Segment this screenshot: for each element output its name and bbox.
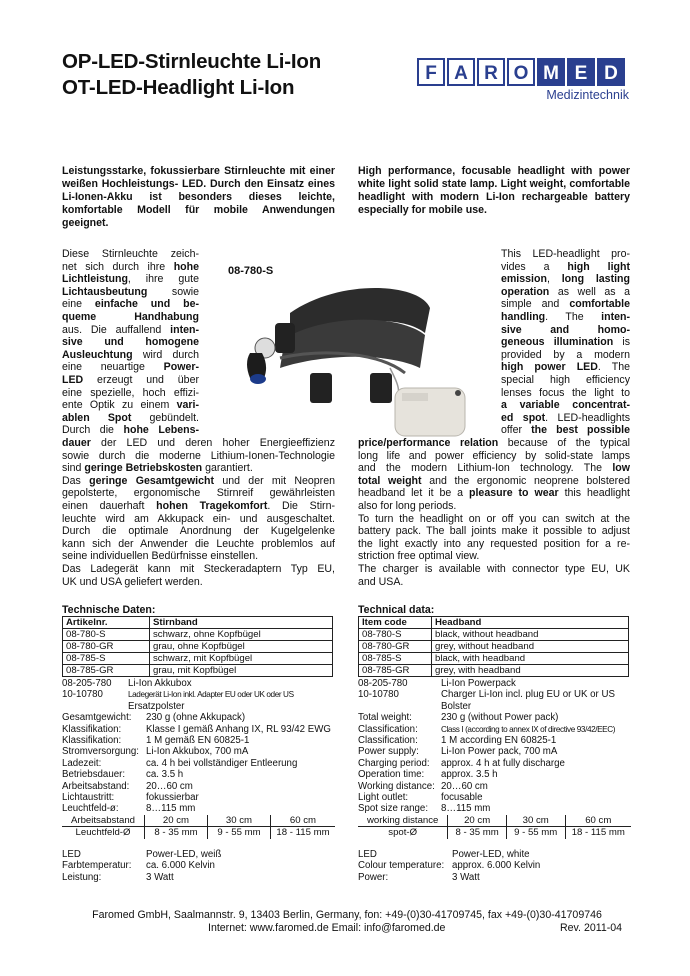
th-stirnband: Stirnband	[150, 617, 333, 629]
spec-label: Colour temperature:	[358, 860, 445, 872]
spec-label: Power:	[358, 871, 389, 883]
field-60: 18 - 115 mm	[565, 827, 632, 839]
spec-row	[62, 758, 335, 769]
spec-row	[62, 792, 335, 803]
spec-label: Classification:	[358, 723, 418, 735]
spec-label: Working distance:	[358, 780, 435, 792]
dist-30: 30 cm	[207, 815, 270, 826]
spec-row	[62, 781, 335, 792]
spec-label: Charging period:	[358, 757, 430, 769]
text-line: operation as well as a	[501, 285, 630, 298]
spec-value: approx. 4 h at fully discharge	[441, 757, 565, 769]
bottom-specs-en	[358, 849, 631, 883]
text-line: The charger is available with connector type EU, UK	[358, 562, 630, 575]
text-line: the light exactly into any requested position for a re-	[358, 537, 630, 550]
text-line: Lichtleistung, ihre gute	[62, 273, 199, 286]
text-line: To turn the headlight on or off you can switch at the	[358, 512, 630, 525]
spec-row	[358, 724, 631, 735]
table-row	[359, 665, 629, 677]
intro-german: Leistungsstarke, fokussierbare Stirnleuchte mit einer weißen Hochleistungs- LED. Durch den Einsatz eines Li-Ionen-Akku ist besonders dieses leichte, komfortable Modell für mobile Anwendungen geeignet.	[62, 165, 335, 229]
footer-contact: Internet: www.faromed.de Email: info@faromed.de	[208, 922, 446, 934]
table-row	[359, 641, 629, 653]
text-line: vides a high light	[501, 260, 630, 273]
spec-label: Light outlet:	[358, 792, 409, 804]
photo-label: 08-780-S	[228, 265, 274, 277]
cell: 08-780-S	[63, 629, 150, 641]
title-english: OT-LED-Headlight Li-Ion	[62, 76, 295, 99]
spec-row	[358, 803, 631, 814]
spec-value: 1 M according EN 60825-1	[441, 735, 557, 747]
text-line: handling. The inten-	[501, 310, 630, 323]
spec-value: 20…60 cm	[441, 780, 488, 792]
spec-row	[62, 860, 335, 871]
text-line: also for long periods.	[358, 499, 457, 512]
spec-row	[358, 849, 631, 860]
spec-row	[358, 712, 631, 723]
spec-value: ca. 6.000 Kelvin	[146, 860, 215, 872]
spec-row	[62, 735, 335, 746]
specs-en	[358, 712, 631, 815]
text-line: gepolsterte, ergonomische Stirnreif gewährleisten	[62, 487, 335, 500]
spec-row	[62, 803, 335, 814]
item-code: 10-10780	[358, 689, 399, 701]
footer-revision: Rev. 2011-04	[560, 922, 623, 934]
table-row	[359, 629, 629, 641]
table-row	[359, 653, 629, 665]
spec-value: approx. 6.000 Kelvin	[452, 860, 541, 872]
spec-label: Power supply:	[358, 746, 419, 758]
field-label: spot-Ø	[388, 826, 418, 838]
spec-row	[358, 781, 631, 792]
spec-value: Klasse I gemäß Anhang IX, RL 93/42 EWG	[146, 723, 331, 735]
text-line: dauer der LED und deren hoher Energieeffizienz	[62, 437, 335, 449]
spot-table-de	[62, 815, 335, 839]
text-line: eine spezielle, hoch effizi-	[62, 386, 199, 399]
bottom-specs-de	[62, 849, 335, 883]
tech-title-en: Technical data:	[358, 604, 435, 616]
text-line: This LED-headlight pro-	[501, 248, 630, 260]
item-code	[62, 701, 128, 712]
spec-value: Power-LED, weiß	[146, 848, 222, 860]
spec-value: 20…60 cm	[146, 780, 193, 792]
text-line: battery pack. The ball joints make it possible to adjust	[358, 525, 630, 538]
spec-label: Lichtaustritt:	[62, 792, 115, 804]
field-label: Leuchtfeld-Ø	[75, 826, 131, 838]
spec-row	[358, 872, 631, 883]
text-line: sive and homo-	[501, 323, 630, 336]
text-line: Das geringe Gesamtgewicht und der mit Neopren	[62, 474, 335, 487]
spec-row	[358, 735, 631, 746]
item-desc: Ersatzpolster	[128, 700, 185, 712]
cell: 08-785-S	[359, 653, 432, 665]
logo-letter: R	[477, 58, 505, 86]
spec-row	[358, 860, 631, 871]
faromed-logo	[417, 58, 629, 102]
spec-label: Betriebsdauer:	[62, 769, 126, 781]
spec-label: Leistung:	[62, 871, 102, 883]
spec-row	[62, 746, 335, 757]
table-row	[63, 665, 333, 677]
dist-label: Arbeitsabstand	[71, 814, 135, 826]
table-row	[63, 629, 333, 641]
dist-20: 20 cm	[447, 815, 506, 826]
text-line: aus. Die auffallend inten-	[62, 323, 199, 336]
th-item-code: Item code	[359, 617, 432, 629]
text-line: striction free optimal view.	[358, 550, 480, 563]
spec-label: Ladezeit:	[62, 757, 102, 769]
spec-label: Farbtemperatur:	[62, 860, 132, 872]
intro-english: High performance, focusable headlight with power white light solid state lamp. Light weight, comfortable headlight with modern Li-Ion rechargeable battery especially for mobile use.	[358, 165, 630, 216]
item-table-de	[62, 616, 333, 677]
logo-letter: M	[537, 58, 565, 86]
spec-row	[62, 724, 335, 735]
item-table-en	[358, 616, 629, 677]
spec-label: Gesamtgewicht:	[62, 712, 132, 724]
text-line: UK und USA geliefert werden.	[62, 575, 203, 588]
item-desc: Charger Li-Ion incl. plug EU or UK or US	[441, 689, 615, 701]
english-text-narrow	[501, 248, 630, 437]
cell: grau, mit Kopfbügel	[150, 665, 333, 677]
dist-60: 60 cm	[270, 815, 335, 826]
text-line: kann sich der Anwender die Leuchte problemlos auf	[62, 537, 335, 550]
cell: 08-785-S	[63, 653, 150, 665]
spec-value: 1 M gemäß EN 60825-1	[146, 735, 250, 747]
spec-value: ca. 4 h bei vollständiger Entleerung	[146, 757, 298, 769]
cell: black, with headband	[432, 653, 629, 665]
text-line: and USA.	[358, 575, 404, 588]
table-row	[63, 653, 333, 665]
text-line: leuchte wird am Akkupack ein- und ausgeschaltet.	[62, 512, 335, 525]
logo-letter: E	[567, 58, 595, 86]
field-20: 8 - 35 mm	[447, 827, 506, 839]
german-tech-data	[62, 604, 335, 883]
field-30: 9 - 55 mm	[506, 827, 565, 839]
cell: grey, with headband	[432, 665, 629, 677]
english-tech-data	[358, 604, 631, 883]
th-headband: Headband	[432, 617, 629, 629]
spec-label: Klassifikation:	[62, 723, 122, 735]
text-line: Diese Stirnleuchte zeich-	[62, 248, 199, 260]
spec-value: Li-Ion Power pack, 700 mA	[441, 746, 558, 758]
spec-row	[358, 769, 631, 780]
text-line: queme Handhabung	[62, 310, 199, 323]
dist-20: 20 cm	[144, 815, 207, 826]
text-line: sind geringe Betriebskosten garantiert.	[62, 462, 253, 475]
spec-label: Stromversorgung:	[62, 746, 139, 758]
product-photo	[220, 253, 490, 451]
headlight-illustration	[220, 253, 490, 451]
cell: 08-780-S	[359, 629, 432, 641]
spec-label: Operation time:	[358, 769, 425, 781]
text-line: long life and power efficiency by solid-state lamps	[358, 449, 630, 462]
logo-letter: D	[597, 58, 625, 86]
text-line: headband let it be a pleasure to wear this headlight	[358, 487, 630, 500]
spec-row	[62, 712, 335, 723]
text-line: eine neuartige Power-	[62, 361, 199, 374]
items-de	[62, 678, 335, 712]
spec-label: LED	[62, 848, 81, 860]
text-line: LED erzeugt und über	[62, 373, 199, 386]
spec-value: focusable	[441, 792, 483, 804]
field-30: 9 - 55 mm	[207, 827, 270, 839]
field-60: 18 - 115 mm	[270, 827, 335, 839]
spec-value: 230 g (ohne Akkupack)	[146, 712, 246, 724]
spec-value: 8…115 mm	[146, 803, 196, 815]
dist-label: working distance	[366, 814, 439, 826]
spec-value: fokussierbar	[146, 792, 199, 804]
text-line: price/performance relation because of the typical	[358, 437, 630, 449]
spec-row	[358, 758, 631, 769]
spec-value: approx. 3.5 h	[441, 769, 498, 781]
spec-value: 3 Watt	[452, 871, 480, 883]
english-text-wide	[358, 437, 630, 588]
text-line: a variable concentrat-	[501, 399, 630, 412]
text-line: sowie durch die moderne Lithium-Ionen-Technologie	[62, 449, 335, 462]
spec-label: LED	[358, 848, 377, 860]
item-code: 08-205-780	[358, 678, 408, 689]
text-line: seine individuellen Bedürfnisse einstellen.	[62, 550, 259, 563]
text-line: emission, long lasting	[501, 273, 630, 286]
spot-table-en	[358, 815, 631, 839]
spec-label: Total weight:	[358, 712, 412, 724]
spec-value: 8…115 mm	[441, 803, 491, 815]
item-code: 10-10780	[62, 689, 103, 701]
text-line: high power LED. The	[501, 361, 630, 374]
text-line: einen dauerhaft hohen Tragekomfort. Die Stirn-	[62, 499, 335, 512]
item-code: 08-205-780	[62, 678, 112, 689]
spec-value: Class I (according to annex IX of directive 93/42/EEC)	[441, 724, 616, 734]
tech-title-de: Technische Daten:	[62, 604, 156, 616]
title-german: OP-LED-Stirnleuchte Li-Ion	[62, 50, 322, 73]
cell: black, without headband	[432, 629, 629, 641]
logo-letter: F	[417, 58, 445, 86]
item-desc: Ladegerät Li-Ion inkl. Adapter EU oder UK oder US	[128, 690, 294, 700]
spec-label: Spot size range:	[358, 803, 429, 815]
text-line: and the modern Lithium-Ion technology. The low	[358, 462, 630, 475]
specs-de	[62, 712, 335, 815]
spec-value: Li-Ion Akkubox, 700 mA	[146, 746, 249, 758]
text-line: Durch die optimale Anordnung der Kugelgelenke	[62, 525, 335, 538]
german-text-wide	[62, 437, 335, 588]
dist-30: 30 cm	[506, 815, 565, 826]
text-line: eine einfache und be-	[62, 298, 199, 311]
spec-row	[358, 746, 631, 757]
th-artikelnr: Artikelnr.	[63, 617, 150, 629]
text-line: sive und homogene	[62, 336, 199, 349]
item-desc: Li-Ion Akkubox	[128, 678, 192, 689]
german-text-narrow	[62, 248, 199, 437]
text-line: Durch die hohe Lebens-	[62, 424, 199, 437]
spec-label: Classification:	[358, 735, 418, 747]
spec-value: 230 g (without Power pack)	[441, 712, 559, 724]
item-desc: Bolster	[441, 700, 472, 712]
cell: 08-785-GR	[359, 665, 432, 677]
logo-letter: A	[447, 58, 475, 86]
cell: grey, without headband	[432, 641, 629, 653]
text-line: Lichtausbeutung sowie	[62, 285, 199, 298]
text-line: simple and comfortable	[501, 298, 630, 311]
text-line: total weight and the ergonomic neoprene bolstered	[358, 474, 630, 487]
text-line: ablen Spot gebündelt.	[62, 411, 199, 424]
spec-value: Power-LED, white	[452, 848, 530, 860]
cell: 08-780-GR	[63, 641, 150, 653]
text-line: net sich durch ihre hohe	[62, 260, 199, 273]
text-line: offer the best possible	[501, 424, 630, 437]
text-line: ed spot. LED-headlights	[501, 411, 630, 424]
field-20: 8 - 35 mm	[144, 827, 207, 839]
text-line: geneous illumination is	[501, 336, 630, 349]
item-desc: Li-Ion Powerpack	[441, 678, 516, 689]
cell: 08-785-GR	[63, 665, 150, 677]
cell: grau, ohne Kopfbügel	[150, 641, 333, 653]
spec-value: 3 Watt	[146, 871, 174, 883]
spec-value: ca. 3.5 h	[146, 769, 184, 781]
spec-row	[62, 872, 335, 883]
item-code	[358, 701, 441, 712]
cell: schwarz, ohne Kopfbügel	[150, 629, 333, 641]
cell: 08-780-GR	[359, 641, 432, 653]
cell: schwarz, mit Kopfbügel	[150, 653, 333, 665]
logo-letter: O	[507, 58, 535, 86]
logo-subtitle: Medizintechnik	[546, 88, 629, 102]
items-en	[358, 678, 631, 712]
table-row	[63, 641, 333, 653]
dist-60: 60 cm	[565, 815, 632, 826]
text-line: special high efficiency	[501, 373, 630, 386]
spec-label: Leuchtfeld-ø:	[62, 803, 119, 815]
footer-address: Faromed GmbH, Saalmannstr. 9, 13403 Berlin, Germany, fon: +49-(0)30-41709745, fax +49-(0)30-41709746	[92, 909, 602, 921]
spec-label: Klassifikation:	[62, 735, 122, 747]
text-line: Das Ladegerät kann mit Steckeradaptern Typ EU,	[62, 562, 335, 575]
text-line: Ausleuchtung wird durch	[62, 348, 199, 361]
text-line: provided by a modern	[501, 348, 630, 361]
spec-row	[358, 792, 631, 803]
spec-row	[62, 769, 335, 780]
text-line: ente Optik zu einem vari-	[62, 399, 199, 412]
spec-row	[62, 849, 335, 860]
spec-label: Arbeitsabstand:	[62, 780, 130, 792]
text-line: lenses focus the light to	[501, 386, 630, 399]
